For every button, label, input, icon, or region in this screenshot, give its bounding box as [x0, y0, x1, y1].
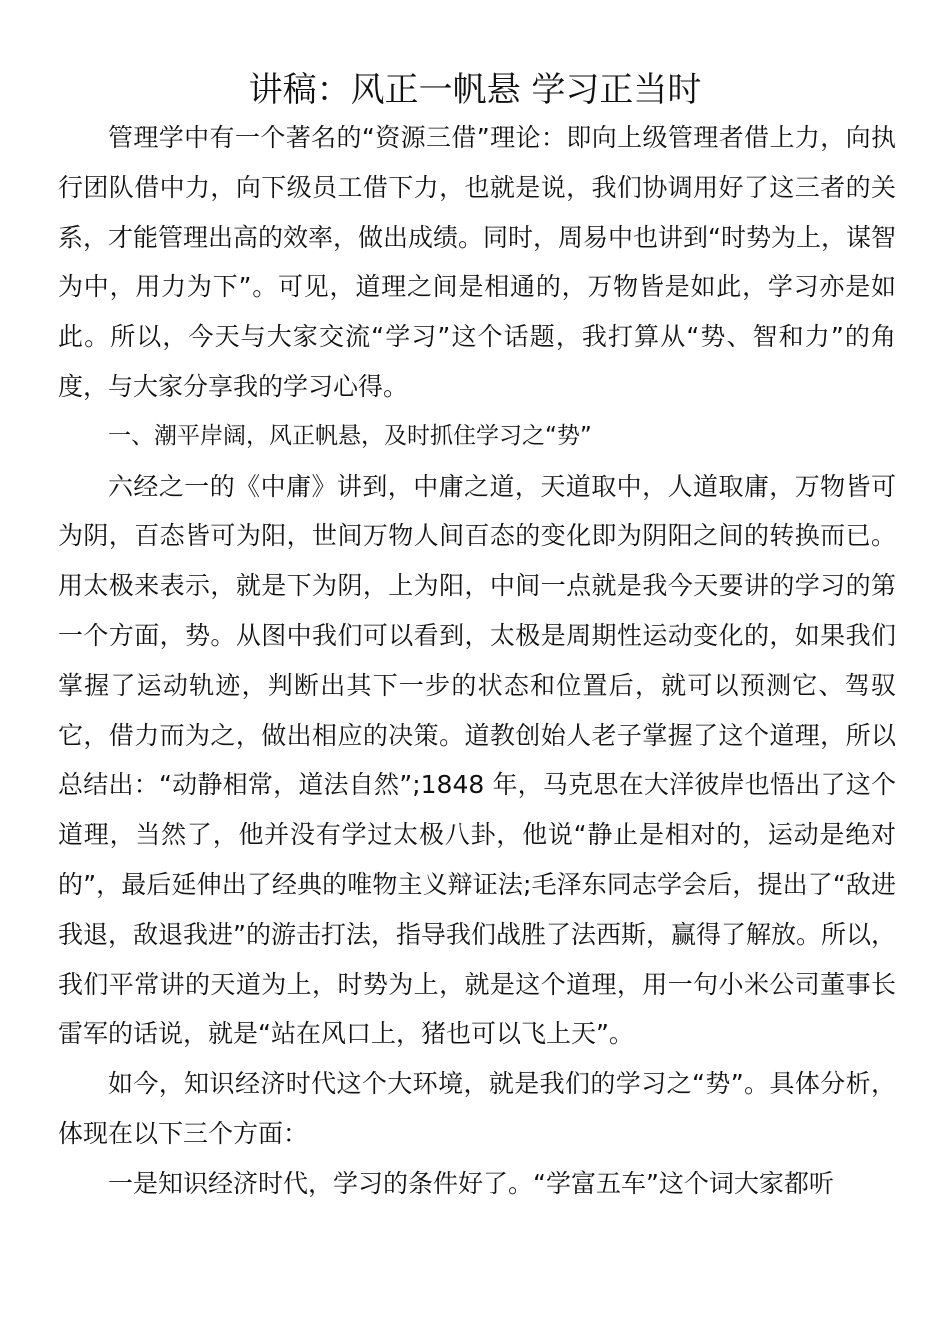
document-title: 讲稿：风正一帆悬 学习正当时	[248, 70, 702, 110]
section-heading-1: 一、潮平岸阔，风正帆悬，及时抓住学习之“势”	[108, 422, 592, 449]
document-body	[58, 113, 896, 1209]
paragraph-learning-conditions: 一是知识经济时代，学习的条件好了。“学富五车”这个词大家都听	[108, 1168, 834, 1198]
paragraph-zhongyong: 六经之一的《中庸》讲到，中庸之道，天道取中，人道取庸，万物皆可为阴，百态皆可为阳，世间万物人间百态的变化即为阴阳之间的转换而已。用太极来表示，就是下为阴，上为阳，中间一点就是我今天要讲的学习的第一个方面，势。从图中我们可以看到，太极是周期性运动变化的，如果我们掌握了运动轨迹，判断出其下一步的状态和位置后，就可以预测它、驾驭它，借力而为之，做出相应的决策。道教创始人老子掌握了这个道理，所以总结出：“动静相常，道法自然”;1848 年，马克思在大洋彼岸也悟出了这个道理，当然了，他并没有学过太极八卦，他说“静止是相对的，运动是绝对的”，最后延伸出了经典的唯物主义辩证法;毛泽东同志学会后，提出了“敌进我退，敌退我进”的游击打法，指导我们战胜了法西斯，赢得了解放。所以，我们平常讲的天道为上，时势为上，就是这个道理，用一句小米公司董事长雷军的话说，就是“站在风口上，猪也可以飞上天”。	[58, 471, 896, 1049]
paragraph-intro: 管理学中有一个著名的“资源三借”理论：即向上级管理者借上力，向执行团队借中力，向下级员工借下力，也就是说，我们协调用好了这三者的关系，才能管理出高的效率，做出成绩。同时，周易中也讲到“时势为上，谋智为中，用力为下”。可见，道理之间是相通的，万物皆是如此，学习亦是如此。所以，今天与大家交流“学习”这个话题，我打算从“势、智和力”的角度，与大家分享我的学习心得。	[58, 123, 896, 401]
paragraph-knowledge-economy: 如今，知识经济时代这个大环境，就是我们的学习之“势”。具体分析，体现在以下三个方面：	[58, 1069, 896, 1148]
